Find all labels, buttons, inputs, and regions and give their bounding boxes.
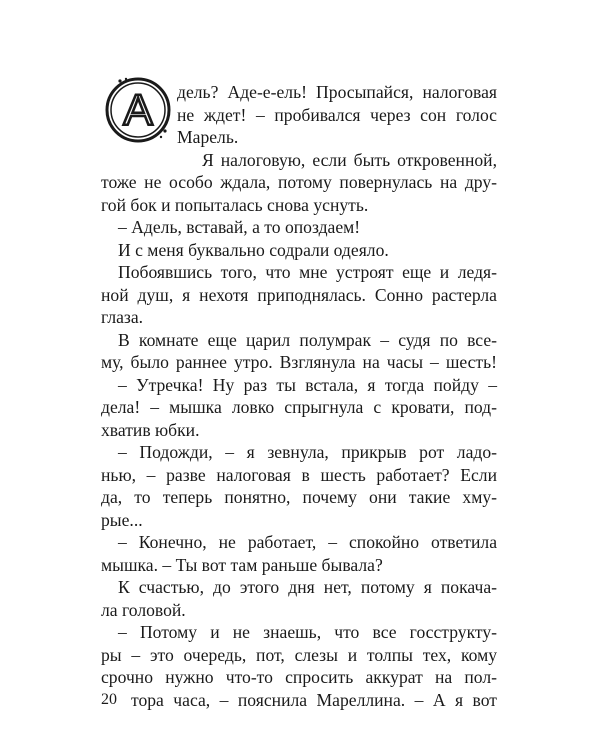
drop-cap <box>103 75 173 145</box>
text-line: Я налоговую, если быть откровенной, <box>202 149 497 170</box>
text-line: – Адель, вставай, а то опоздаем! <box>118 217 361 237</box>
page-number: 20 <box>101 690 117 708</box>
text-line: ры – это очередь, пот, слезы и толпы тех, кому <box>101 644 497 665</box>
text-line: рые... <box>101 509 143 530</box>
text-line: Марель. <box>177 127 239 147</box>
text-line: – Подожди, – я зевнула, прикрыв рот ладо- <box>118 442 497 462</box>
text-line: ной душ, я нехотя приподнялась. Сонно растерла <box>101 284 497 305</box>
text-line: хватив юбки. <box>101 419 200 440</box>
text-line: глаза. <box>101 307 144 327</box>
text-line: дела! – мышка ловко спрыгнула с кровати, под- <box>101 397 497 417</box>
text-line: нью, – разве налоговая в шесть работает? Если <box>101 464 497 485</box>
text-line: тора часа, – пояснила Мареллина. – А я вот <box>131 689 497 710</box>
text-line: дель? Аде-е-ель! Просыпайся, налоговая <box>177 82 497 102</box>
text-line: не ждет! – пробивался через сон голос <box>177 104 497 125</box>
text-line: тоже не особо ждала, потому повернулась на дру- <box>101 172 497 192</box>
text-line: мышка. – Ты вот там раньше бывала? <box>101 554 383 575</box>
text-line: гой бок и попыталась снова уснуть. <box>101 194 369 215</box>
drop-cap-letter: А <box>123 86 153 135</box>
text-line: да, то теперь понятно, почему они такие хму- <box>101 487 497 507</box>
text-line: – Утречка! Ну раз ты встала, я тогда пойду – <box>118 374 497 395</box>
drop-cap-ornament <box>103 75 173 145</box>
text-line: срочно нужно что-то спросить аккурат на пол- <box>101 667 497 687</box>
text-line: И с меня буквально содрали одеяло. <box>118 239 389 260</box>
text-line: Побоявшись того, что мне устроят еще и ледя- <box>118 262 497 282</box>
text-line: ла головой. <box>101 599 186 620</box>
text-line: – Конечно, не работает, – спокойно ответила <box>118 532 497 552</box>
text-line: му, было раннее утро. Взглянула на часы – шесть! <box>101 352 497 372</box>
text-line: В комнате еще царил полумрак – судя по все- <box>118 329 497 350</box>
text-line: К счастью, до этого дня нет, потому я покача- <box>118 577 497 597</box>
text-line: – Потому и не знаешь, что все госструкту- <box>118 622 497 642</box>
